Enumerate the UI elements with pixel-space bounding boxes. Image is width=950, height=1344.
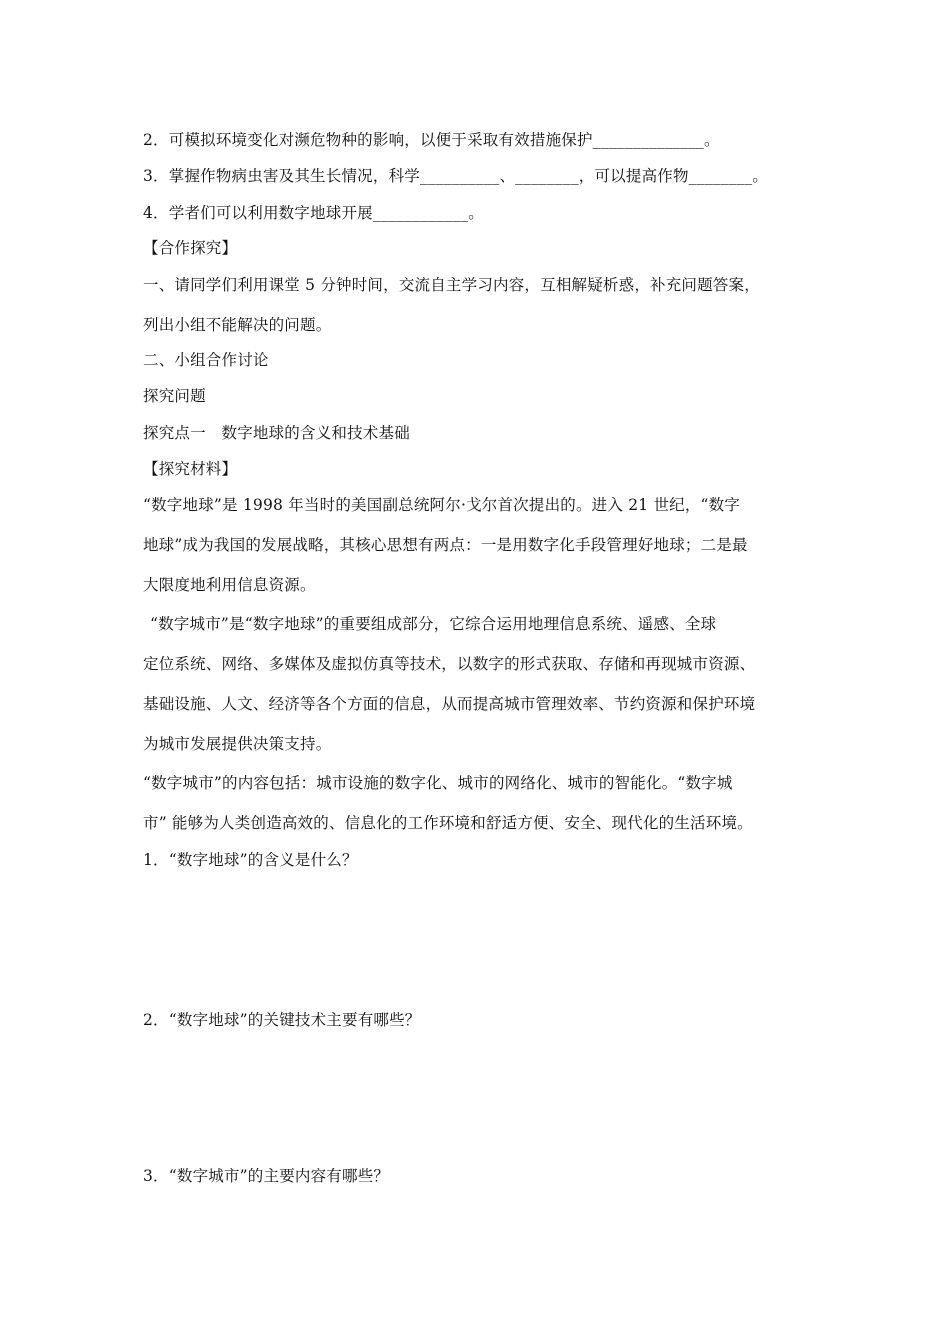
material-p1-line3: 大限度地利用信息资源。	[143, 576, 316, 594]
material-p3-line1: “数字城市”的内容包括：城市设施的数字化、城市的网络化、城市的智能化。“数字城	[143, 774, 733, 792]
fill-item-2: 2．可模拟环境变化对濒危物种的影响，以便于采取有效措施保护______________。	[143, 131, 720, 149]
material-p2-line2: 定位系统、网络、多媒体及虚拟仿真等技术，以数字的形式获取、存储和再现城市资源、	[143, 655, 756, 673]
material-heading: 【探究材料】	[143, 460, 238, 478]
material-p2-line1: “数字城市”是“数字地球”的重要组成部分，它综合运用地理信息系统、遥感、全球	[150, 615, 717, 633]
fill-item-3: 3．掌握作物病虫害及其生长情况，科学__________、________，可以提高作物________。	[143, 167, 768, 185]
material-p3-line2: 市” 能够为人类创造高效的、信息化的工作环境和舒适方便、安全、现代化的生活环境。	[143, 814, 753, 832]
part2-heading: 二、小组合作讨论	[143, 351, 269, 369]
material-p2-line4: 为城市发展提供决策支持。	[143, 735, 332, 753]
section-heading-cooperation: 【合作探究】	[143, 239, 238, 257]
problems-label: 探究问题	[143, 387, 206, 405]
question-2: 2．“数字地球”的关键技术主要有哪些？	[143, 1011, 421, 1029]
fill-item-4: 4．学者们可以利用数字地球开展____________。	[143, 204, 484, 222]
part1-line2: 列出小组不能解决的问题。	[143, 316, 332, 334]
material-p1-line1: “数字地球”是 1998 年当时的美国副总统阿尔·戈尔首次提出的。进入 21 世纪，“数字	[143, 496, 741, 514]
part1-line1: 一、请同学们利用课堂 5 分钟时间，交流自主学习内容，互相解疑析惑，补充问题答案，	[143, 276, 760, 294]
question-1: 1．“数字地球”的含义是什么？	[143, 851, 358, 869]
question-3: 3．“数字城市”的主要内容有哪些？	[143, 1167, 390, 1185]
material-p2-line3: 基础设施、人文、经济等各个方面的信息，从而提高城市管理效率、节约资源和保护环境	[143, 695, 756, 713]
material-p1-line2: 地球”成为我国的发展战略，其核心思想有两点：一是用数字化手段管理好地球；二是最	[143, 536, 748, 554]
point1-heading: 探究点一 数字地球的含义和技术基础	[143, 424, 410, 442]
